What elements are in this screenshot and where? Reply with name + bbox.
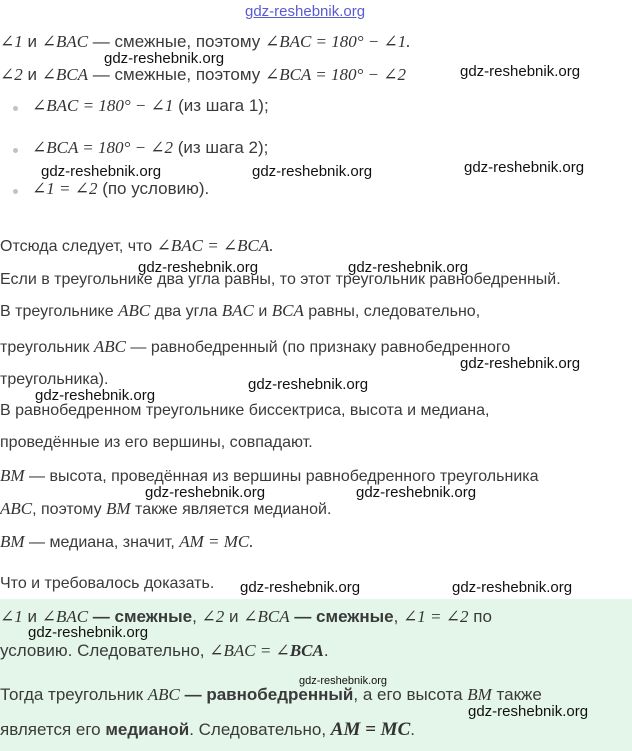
watermark: gdz-reshebnik.org [252, 163, 373, 180]
watermark: gdz-reshebnik.org [145, 484, 266, 501]
math: BM [467, 685, 492, 704]
bullet-item-1 [32, 96, 269, 116]
paragraph: Что и требовалось доказать. [0, 575, 215, 592]
math: ∠2 [0, 65, 23, 84]
text: , [393, 607, 404, 626]
paragraph: проведённые из его вершины, совпадают. [0, 434, 313, 451]
math: ABC [147, 685, 180, 704]
paragraph [0, 337, 510, 357]
math: ∠BCA = 180° − ∠2 [32, 138, 174, 157]
math: ∠1 = ∠2 [32, 179, 98, 198]
math: ∠BAC [41, 32, 89, 51]
paragraph: треугольника). [0, 371, 109, 388]
math: ∠BAC = ∠ [209, 641, 290, 660]
bold-text: медианой [105, 720, 190, 739]
math: ∠BAC = 180° − ∠1 [32, 96, 174, 115]
text: — медиана, значит, [24, 534, 180, 551]
math: ∠BCA = 180° − ∠2 [264, 65, 406, 84]
text: (из шага 1); [173, 96, 269, 115]
summary-line-4 [0, 719, 415, 741]
watermark: gdz-reshebnik.org [452, 579, 573, 596]
bullet-dot [13, 148, 18, 153]
watermark: gdz-reshebnik.org [299, 675, 388, 687]
watermark: gdz-reshebnik.org [464, 159, 585, 176]
watermark: gdz-reshebnik.org [248, 376, 369, 393]
paragraph [0, 532, 254, 552]
text: , поэтому [32, 501, 107, 518]
text: — равнобедренный (по признаку равнобедренного [125, 339, 511, 356]
text: является его [0, 720, 106, 739]
math: ABC [0, 499, 33, 518]
summary-line-3 [0, 685, 542, 705]
math: ∠BCA [243, 607, 290, 626]
text: по [468, 607, 492, 626]
text: , а его высота [353, 685, 468, 704]
step-line-2 [0, 65, 406, 85]
math: ∠BCA [41, 65, 89, 84]
watermark: gdz-reshebnik.org [104, 50, 225, 67]
paragraph [0, 466, 539, 486]
watermark: gdz-reshebnik.org [468, 703, 589, 720]
math: BAC [221, 301, 254, 320]
math: ∠BAC = 180° − ∠1. [264, 32, 411, 51]
text: и [22, 32, 42, 51]
text: — высота, проведённая из вершины равнобедренного треугольника [24, 468, 539, 485]
watermark: gdz-reshebnik.org [138, 259, 259, 276]
math: ∠2 [201, 607, 225, 626]
text: Тогда треугольник [0, 685, 148, 704]
watermark: gdz-reshebnik.org [460, 355, 581, 372]
math: ∠1 [0, 607, 23, 626]
text: . [323, 641, 329, 660]
watermark-top: gdz-reshebnik.org [245, 3, 366, 20]
watermark: gdz-reshebnik.org [240, 579, 361, 596]
math: AM = MC. [179, 532, 254, 551]
paragraph [0, 301, 480, 321]
math: ∠1 = ∠2 [403, 607, 469, 626]
bullet-dot [13, 189, 18, 194]
bold-text: — смежные [289, 607, 394, 626]
paragraph: Если в треугольнике два угла равны, то этот треугольник равнобедренный. [0, 271, 561, 288]
text: (по условию). [97, 179, 210, 198]
math: BCA [271, 301, 304, 320]
text: В треугольнике [0, 303, 119, 320]
watermark: gdz-reshebnik.org [28, 624, 149, 641]
math: ABC [118, 301, 151, 320]
paragraph [0, 236, 274, 256]
step-line-1 [0, 32, 411, 52]
math: ∠BAC [41, 607, 89, 626]
text: условию. Следовательно, [0, 641, 210, 660]
watermark: gdz-reshebnik.org [35, 387, 156, 404]
text: и [253, 303, 272, 320]
bullet-item-3 [32, 179, 209, 199]
math: BM [0, 466, 25, 485]
text: треугольник [0, 339, 94, 356]
watermark: gdz-reshebnik.org [348, 259, 469, 276]
math: BM [0, 532, 25, 551]
bold-text: — смежные [88, 607, 193, 626]
text: также является медианой. [130, 501, 332, 518]
paragraph [0, 499, 331, 519]
text: — смежные, поэтому [88, 32, 265, 51]
text: , [192, 607, 202, 626]
text: Отсюда следует, что [0, 238, 157, 255]
math: ABC [93, 337, 126, 356]
watermark: gdz-reshebnik.org [460, 63, 581, 80]
text: равны, следовательно, [303, 303, 481, 320]
summary-line-2 [0, 641, 329, 661]
text: и [22, 65, 42, 84]
bullet-dot [13, 106, 18, 111]
math-bold: AM = MC [330, 719, 411, 740]
watermark: gdz-reshebnik.org [356, 484, 477, 501]
bold-text: — равнобедренный [179, 685, 354, 704]
text: два угла [150, 303, 222, 320]
math: BM [106, 499, 131, 518]
math-bold: BCA [289, 641, 324, 660]
text: и [22, 607, 42, 626]
text: . Следовательно, [189, 720, 331, 739]
text: . [410, 720, 415, 739]
bullet-item-2 [32, 138, 268, 158]
text: (из шага 2); [173, 138, 269, 157]
watermark: gdz-reshebnik.org [41, 163, 162, 180]
text: и [224, 607, 244, 626]
paragraph: В равнобедренном треугольнике биссектриса, высота и медиана, [0, 402, 490, 419]
text: — смежные, поэтому [88, 65, 265, 84]
text: также [491, 685, 542, 704]
math: ∠1 [0, 32, 23, 51]
math: ∠BAC = ∠BCA. [156, 236, 274, 255]
